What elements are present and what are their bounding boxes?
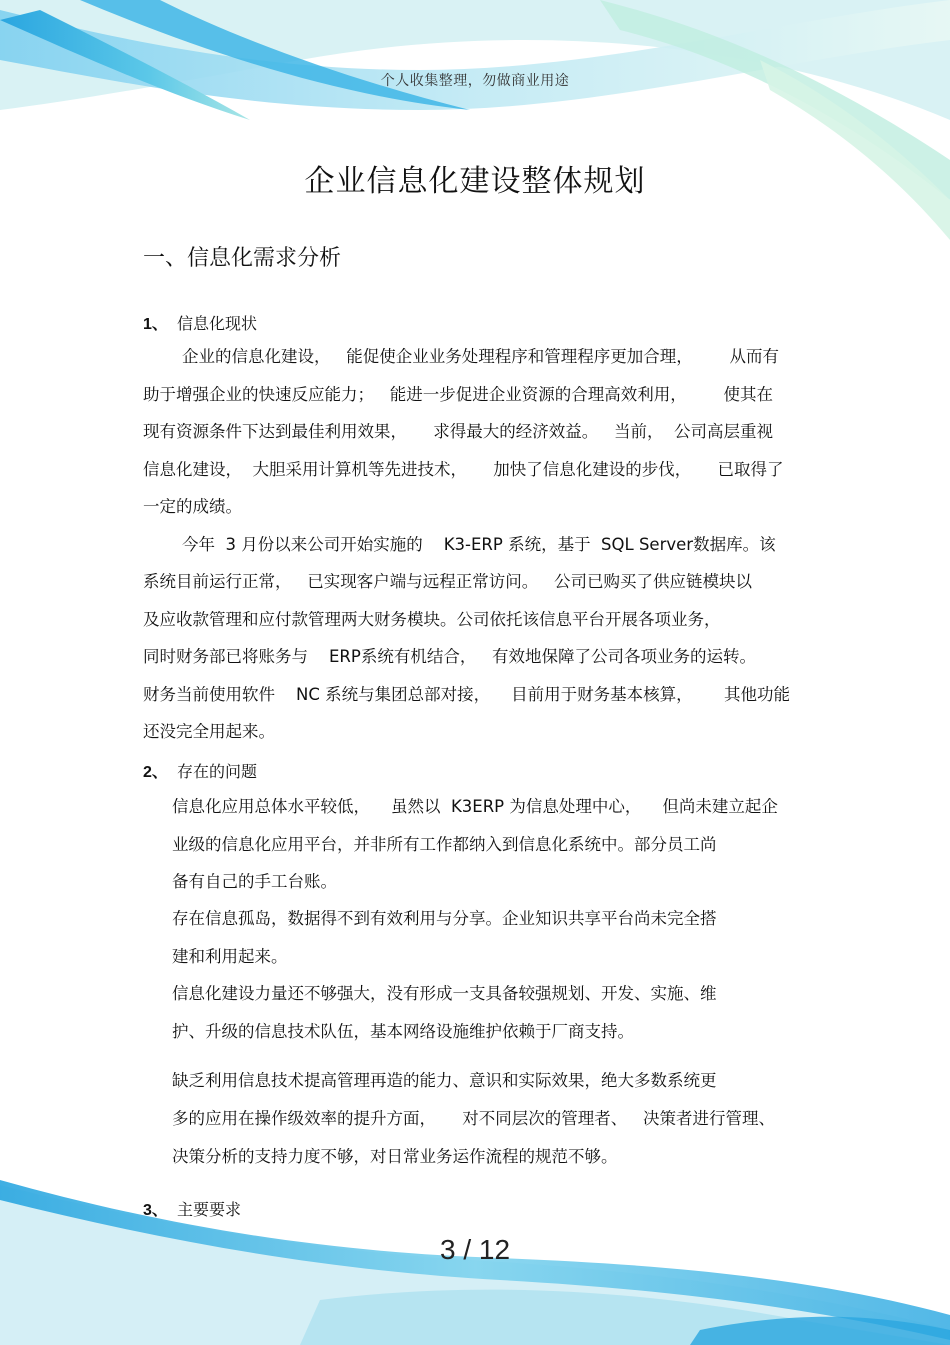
paragraph-line: 及应收款管理和应付款管理两大财务模块。公司依托该信息平台开展各项业务， bbox=[143, 610, 721, 629]
subsection-title: 存在的问题 bbox=[177, 762, 258, 781]
issue-line: 信息化建设力量还不够强大，没有形成一支具备较强规划、开发、实施、维 bbox=[172, 984, 717, 1003]
paragraph-line: 同时财务部已将账务与 ERP系统有机结合， 有效地保障了公司各项业务的运转。 bbox=[143, 647, 757, 666]
issue-line: 存在信息孤岛，数据得不到有效利用与分享。企业知识共享平台尚未完全搭 bbox=[172, 909, 717, 928]
subsection-number: 1、 bbox=[143, 316, 168, 333]
subsection-1-heading bbox=[143, 311, 257, 334]
issue-line: 决策分析的支持力度不够，对日常业务运作流程的规范不够。 bbox=[172, 1147, 618, 1166]
paragraph-line: 助于增强企业的快速反应能力； 能进一步促进企业资源的合理高效利用， 使其在 bbox=[143, 385, 773, 404]
section-heading: 一、信息化需求分析 bbox=[143, 246, 342, 271]
issue-line: 备有自己的手工台账。 bbox=[172, 872, 337, 891]
issue-line: 多的应用在操作级效率的提升方面， 对不同层次的管理者、 决策者进行管理、 bbox=[172, 1109, 775, 1128]
watermark-text: 个人收集整理，勿做商业用途 bbox=[380, 73, 570, 89]
subsection-title: 信息化现状 bbox=[177, 314, 258, 333]
paragraph-line: 系统目前运行正常， 已实现客户端与远程正常访问。 公司已购买了供应链模块以 bbox=[143, 572, 752, 591]
issue-line: 业级的信息化应用平台，并非所有工作都纳入到信息化系统中。部分员工尚 bbox=[172, 835, 717, 854]
paragraph-line: 现有资源条件下达到最佳利用效果， 求得最大的经济效益。 当前， 公司高层重视 bbox=[143, 422, 773, 441]
paragraph-line: 今年 3 月份以来公司开始实施的 K3-ERP 系统，基于 SQL Server数据库。该 bbox=[182, 535, 776, 554]
document-title: 企业信息化建设整体规划 bbox=[304, 164, 646, 199]
paragraph-line: 财务当前使用软件 NC 系统与集团总部对接， 目前用于财务基本核算， 其他功能 bbox=[143, 685, 791, 704]
issue-line: 建和利用起来。 bbox=[172, 947, 288, 966]
paragraph-line: 企业的信息化建设， 能促使企业业务处理程序和管理程序更加合理， 从而有 bbox=[182, 347, 779, 366]
issue-line: 缺乏利用信息技术提高管理再造的能力、意识和实际效果，绝大多数系统更 bbox=[172, 1071, 717, 1090]
subsection-number: 3、 bbox=[143, 1202, 168, 1219]
subsection-2-heading bbox=[143, 759, 257, 782]
issue-line: 信息化应用总体水平较低， 虽然以 K3ERP 为信息处理中心， 但尚未建立起企 bbox=[172, 797, 778, 816]
paragraph-line: 还没完全用起来。 bbox=[143, 722, 275, 741]
subsection-3-heading bbox=[143, 1197, 241, 1220]
subsection-title: 主要要求 bbox=[177, 1200, 242, 1219]
subsection-number: 2、 bbox=[143, 764, 168, 781]
page-number: 3 / 12 bbox=[439, 1234, 511, 1265]
paragraph-line: 一定的成绩。 bbox=[143, 497, 242, 516]
paragraph-line: 信息化建设， 大胆采用计算机等先进技术， 加快了信息化建设的步伐， 已取得了 bbox=[143, 460, 784, 479]
issue-line: 护、升级的信息技术队伍，基本网络设施维护依赖于厂商支持。 bbox=[172, 1022, 634, 1041]
